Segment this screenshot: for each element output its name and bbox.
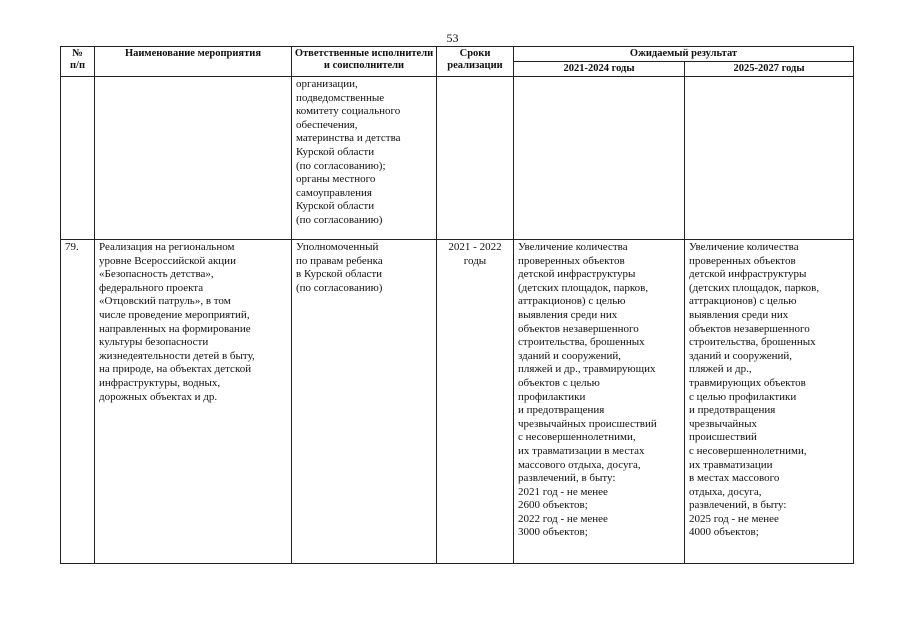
text-line: федерального проекта bbox=[99, 281, 204, 294]
cell-name bbox=[95, 240, 292, 564]
text-line: профилактики bbox=[518, 390, 586, 403]
text-line: (по согласованию); bbox=[296, 159, 386, 172]
text-line: 3000 объектов; bbox=[518, 526, 588, 539]
text-line: 2025 год - не менее bbox=[689, 512, 779, 525]
text-line: культуры безопасности bbox=[99, 336, 209, 349]
text-line: 4000 объектов; bbox=[689, 526, 759, 539]
text-line: проверенных объектов bbox=[689, 254, 796, 267]
text-line: происшествий bbox=[689, 431, 757, 444]
page-number: 53 bbox=[446, 31, 459, 45]
text-line: на природе, на объектах детской bbox=[99, 363, 252, 376]
text-line: проверенных объектов bbox=[518, 254, 625, 267]
text-line: чрезвычайных происшествий bbox=[518, 417, 657, 430]
header-responsible: Ответственные исполнители и соисполнители bbox=[292, 47, 437, 77]
text-line: травмирующих объектов bbox=[689, 376, 806, 389]
header-period-2021-2024: 2021-2024 годы bbox=[514, 62, 685, 77]
text-line: пляжей и др., bbox=[689, 363, 752, 376]
text-line: Курской области bbox=[296, 200, 375, 213]
text-line: объектов незавершенного bbox=[518, 322, 639, 335]
cell-num bbox=[61, 77, 95, 240]
text-line: самоуправления bbox=[296, 186, 372, 199]
text-line: аттракционов) с целью bbox=[518, 295, 626, 308]
cell-terms bbox=[437, 240, 514, 564]
text-line: «Отцовский патруль», в том bbox=[99, 295, 231, 308]
text-line: обеспечения, bbox=[296, 118, 358, 131]
header-expected-result: Ожидаемый результат bbox=[514, 47, 854, 62]
text-line: в местах массового bbox=[689, 472, 780, 485]
text-line: выявления среди них bbox=[689, 308, 789, 321]
text-line: Реализация на региональном bbox=[99, 241, 235, 253]
text-line: комитету социального bbox=[296, 105, 401, 118]
text-line: с целью профилактики bbox=[689, 390, 797, 403]
text-line: 2021 - 2022 bbox=[448, 241, 502, 253]
text-line: в Курской области bbox=[296, 268, 383, 281]
text-line: Уполномоченный bbox=[296, 241, 379, 253]
text-line: инфраструктуры, водных, bbox=[99, 376, 221, 389]
text-line: (детских площадок, парков, bbox=[518, 281, 649, 294]
text-line: органы местного bbox=[296, 173, 376, 186]
header-row bbox=[61, 47, 854, 62]
header-period-2025-2027: 2025-2027 годы bbox=[685, 62, 854, 77]
text-line: направленных на формирование bbox=[99, 322, 251, 335]
text-line: 2021 год - не менее bbox=[518, 485, 608, 498]
cell-name bbox=[95, 77, 292, 240]
cell-num: 79. bbox=[61, 240, 95, 564]
text-line: 2600 объектов; bbox=[518, 499, 588, 512]
text-line: (по согласованию) bbox=[296, 213, 383, 226]
cell-responsible bbox=[292, 77, 437, 240]
text-line: развлечений, в быту: bbox=[518, 472, 616, 485]
text-line: объектов незавершенного bbox=[689, 322, 810, 335]
header-num: № п/п bbox=[61, 47, 95, 77]
text-line: пляжей и др., травмирующих bbox=[518, 363, 656, 376]
text-line: строительства, брошенных bbox=[518, 336, 645, 349]
text-line: Увеличение количества bbox=[689, 241, 799, 253]
text-line: строительства, брошенных bbox=[689, 336, 816, 349]
cell-terms bbox=[437, 77, 514, 240]
header-name: Наименование мероприятия bbox=[95, 47, 292, 77]
text-line: с несовершеннолетними, bbox=[689, 444, 807, 457]
text-line: и предотвращения bbox=[518, 404, 605, 417]
text-line: по правам ребенка bbox=[296, 254, 383, 267]
text-line: массового отдыха, досуга, bbox=[518, 458, 641, 471]
text-line: их травматизации в местах bbox=[518, 444, 645, 457]
text-line: Курской области bbox=[296, 145, 375, 158]
text-line: и предотвращения bbox=[689, 404, 776, 417]
table-row-79 bbox=[61, 240, 854, 564]
text-line: аттракционов) с целью bbox=[689, 295, 797, 308]
text-line: с несовершеннолетними, bbox=[518, 431, 636, 444]
text-line: материнства и детства bbox=[296, 132, 401, 145]
table-row-continued bbox=[61, 77, 854, 240]
text-line: зданий и сооружений, bbox=[689, 349, 793, 362]
text-line: (детских площадок, парков, bbox=[689, 281, 820, 294]
text-line: 2022 год - не менее bbox=[518, 512, 608, 525]
text-line: развлечений, в быту: bbox=[689, 499, 787, 512]
text-line: уровне Всероссийской акции bbox=[99, 254, 236, 267]
text-line: числе проведение мероприятий, bbox=[99, 308, 250, 321]
cell-responsible bbox=[292, 240, 437, 564]
text-line: жизнедеятельности детей в быту, bbox=[99, 349, 255, 362]
cell-result-1 bbox=[514, 77, 685, 240]
text-line: детской инфраструктуры bbox=[689, 268, 807, 281]
text-line: организации, bbox=[296, 78, 358, 90]
text-line: годы bbox=[463, 254, 487, 267]
text-line: выявления среди них bbox=[518, 308, 618, 321]
text-line: «Безопасность детства», bbox=[99, 268, 214, 281]
events-table bbox=[60, 46, 854, 564]
header-terms: Сроки реализации bbox=[437, 47, 514, 77]
text-line: (по согласованию) bbox=[296, 281, 383, 294]
cell-result-1 bbox=[514, 240, 685, 564]
text-line: чрезвычайных bbox=[689, 417, 758, 430]
text-line: дорожных объектах и др. bbox=[99, 390, 218, 403]
cell-result-2 bbox=[685, 240, 854, 564]
text-line: зданий и сооружений, bbox=[518, 349, 622, 362]
text-line: подведомственные bbox=[296, 91, 385, 104]
text-line: детской инфраструктуры bbox=[518, 268, 636, 281]
text-line: их травматизации bbox=[689, 458, 773, 471]
text-line: Увеличение количества bbox=[518, 241, 628, 253]
text-line: объектов с целью bbox=[518, 376, 600, 389]
cell-result-2 bbox=[685, 77, 854, 240]
text-line: отдыха, досуга, bbox=[689, 485, 762, 498]
